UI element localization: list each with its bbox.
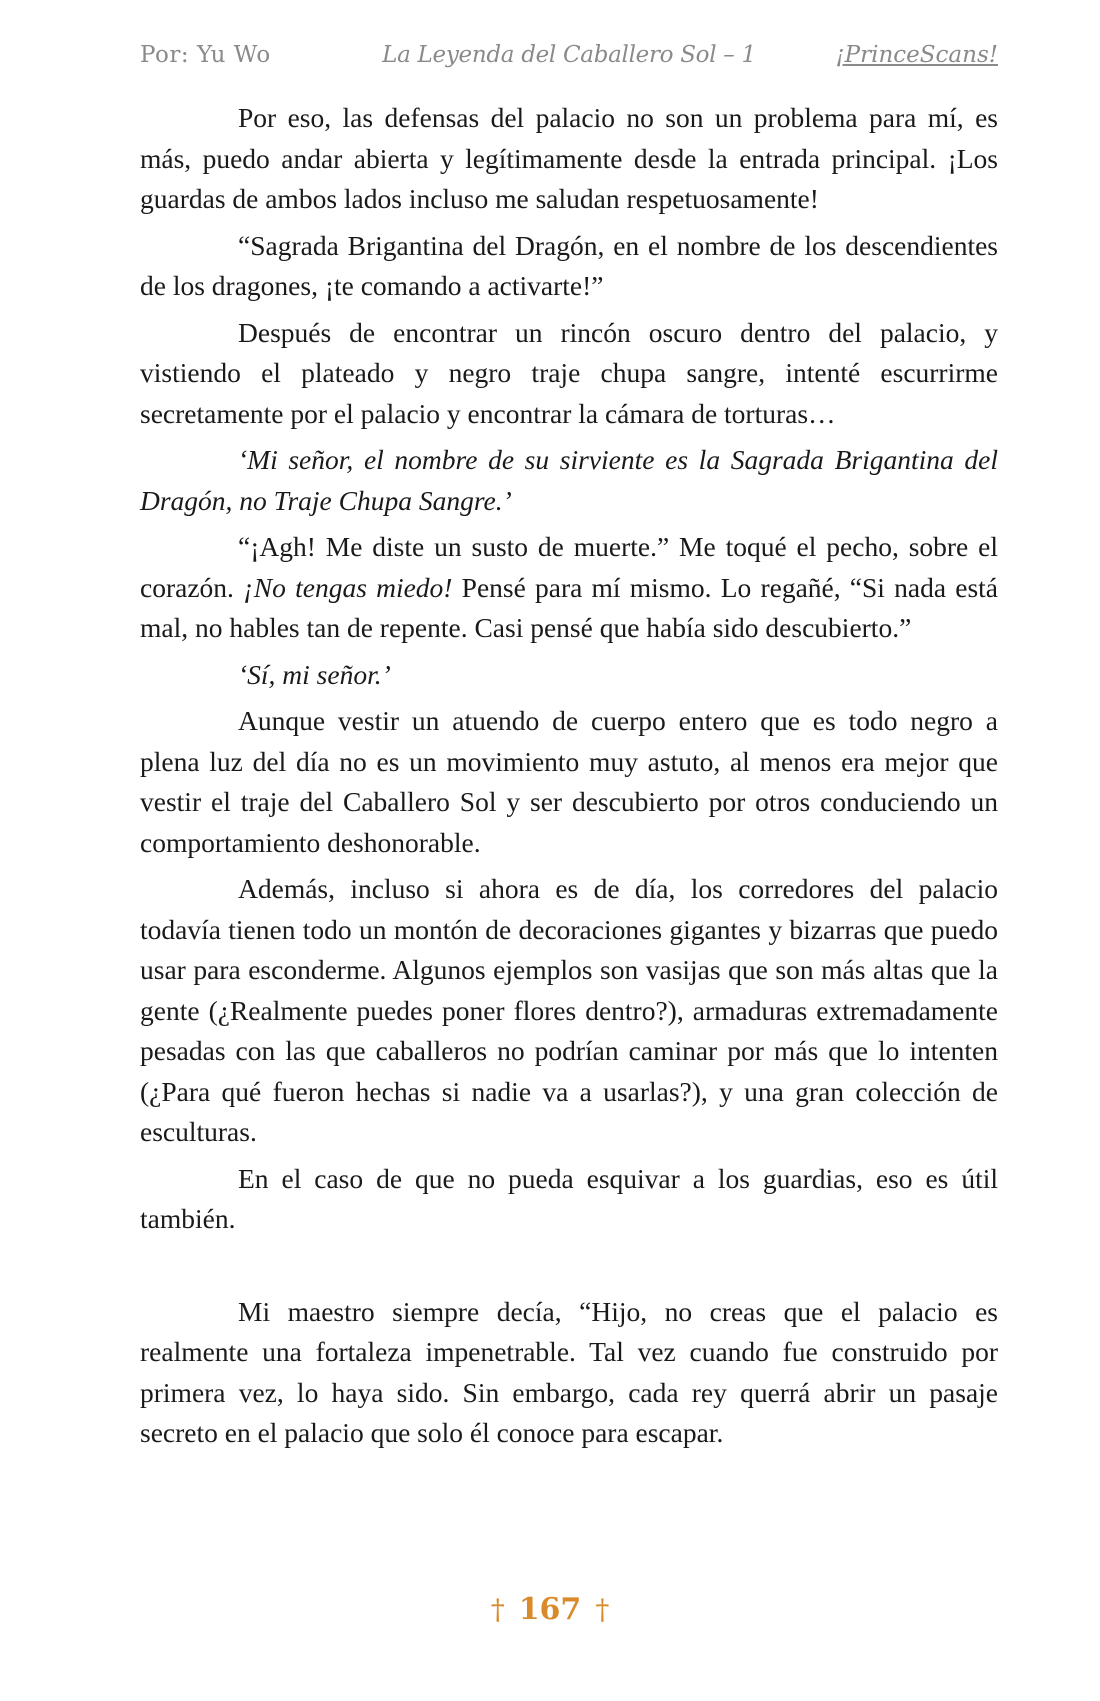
header-scanlator: ¡PrinceScans!	[835, 42, 998, 68]
paragraph: En el caso de que no pueda esquivar a los guardias, eso es útil también.	[140, 1162, 998, 1234]
page-number: 167	[518, 1592, 582, 1627]
paragraph-italic-phrase: ¡No tengas miedo!	[243, 571, 453, 603]
paragraph: Por eso, las defensas del palacio no son un problema para mí, es más, puedo andar abierta y legítimamente desde la entrada principal. ¡Los guardas de ambos lados incluso me saludan respetuosamente!	[140, 102, 998, 214]
paragraph: Aunque vestir un atuendo de cuerpo entero que es todo negro a plena luz del día no es un movimiento muy astuto, al menos era mejor que vestir el traje del Caballero Sol y ser descubierto por otros conduciendo un comportamiento deshonorable.	[140, 705, 998, 858]
dagger-ornament-icon: †	[490, 1593, 505, 1626]
header-author: Por: Yu Wo	[140, 42, 271, 68]
paragraph-text: Pensé para mí mismo. Lo regañé, “Si nada está mal, no hables tan de repente. Casi pensé que había sido descubierto.”	[140, 571, 998, 643]
paragraph: Además, incluso si ahora es de día, los corredores del palacio todavía tienen todo un montón de decoraciones gigantes y bizarras que puedo usar para esconderme. Algunos ejemplos son vasijas que son más altas que la gente (¿Realmente puedes poner flores dentro?), armaduras extremadamente pesadas con las que caballeros no podrían caminar por más que lo intenten (¿Para qué fueron hechas si nadie va a usarlas?), y una gran colección de esculturas.	[140, 873, 998, 1147]
paragraph	[140, 527, 998, 649]
paragraph: “Sagrada Brigantina del Dragón, en el nombre de los descendientes de los dragones, ¡te comando a activarte!”	[140, 229, 998, 301]
paragraph-italic: ‘Sí, mi señor.’	[238, 658, 391, 690]
page-body	[140, 98, 998, 1460]
paragraph: Después de encontrar un rincón oscuro dentro del palacio, y vistiendo el plateado y negro traje chupa sangre, intenté escurrirme secretamente por el palacio y encontrar la cámara de torturas…	[140, 316, 998, 429]
paragraph: Mi maestro siempre decía, “Hijo, no creas que el palacio es realmente una fortaleza impenetrable. Tal vez cuando fue construido por primera vez, lo haya sido. Sin embargo, cada rey querrá abrir un pasaje secreto en el palacio que solo él conoce para escapar.	[140, 1295, 998, 1448]
page-footer	[0, 1592, 1100, 1627]
page-header	[140, 38, 998, 78]
dagger-ornament-icon: †	[595, 1593, 610, 1626]
paragraph-text: “¡Agh! Me diste un susto de muerte.” Me toqué el pecho, sobre el corazón.	[140, 531, 998, 603]
paragraph-italic: ‘Mi señor, el nombre de su sirviente es la Sagrada Brigantina del Dragón, no Traje Chupa Sangre.’	[140, 444, 998, 516]
header-book-title: La Leyenda del Caballero Sol – 1	[382, 42, 756, 68]
